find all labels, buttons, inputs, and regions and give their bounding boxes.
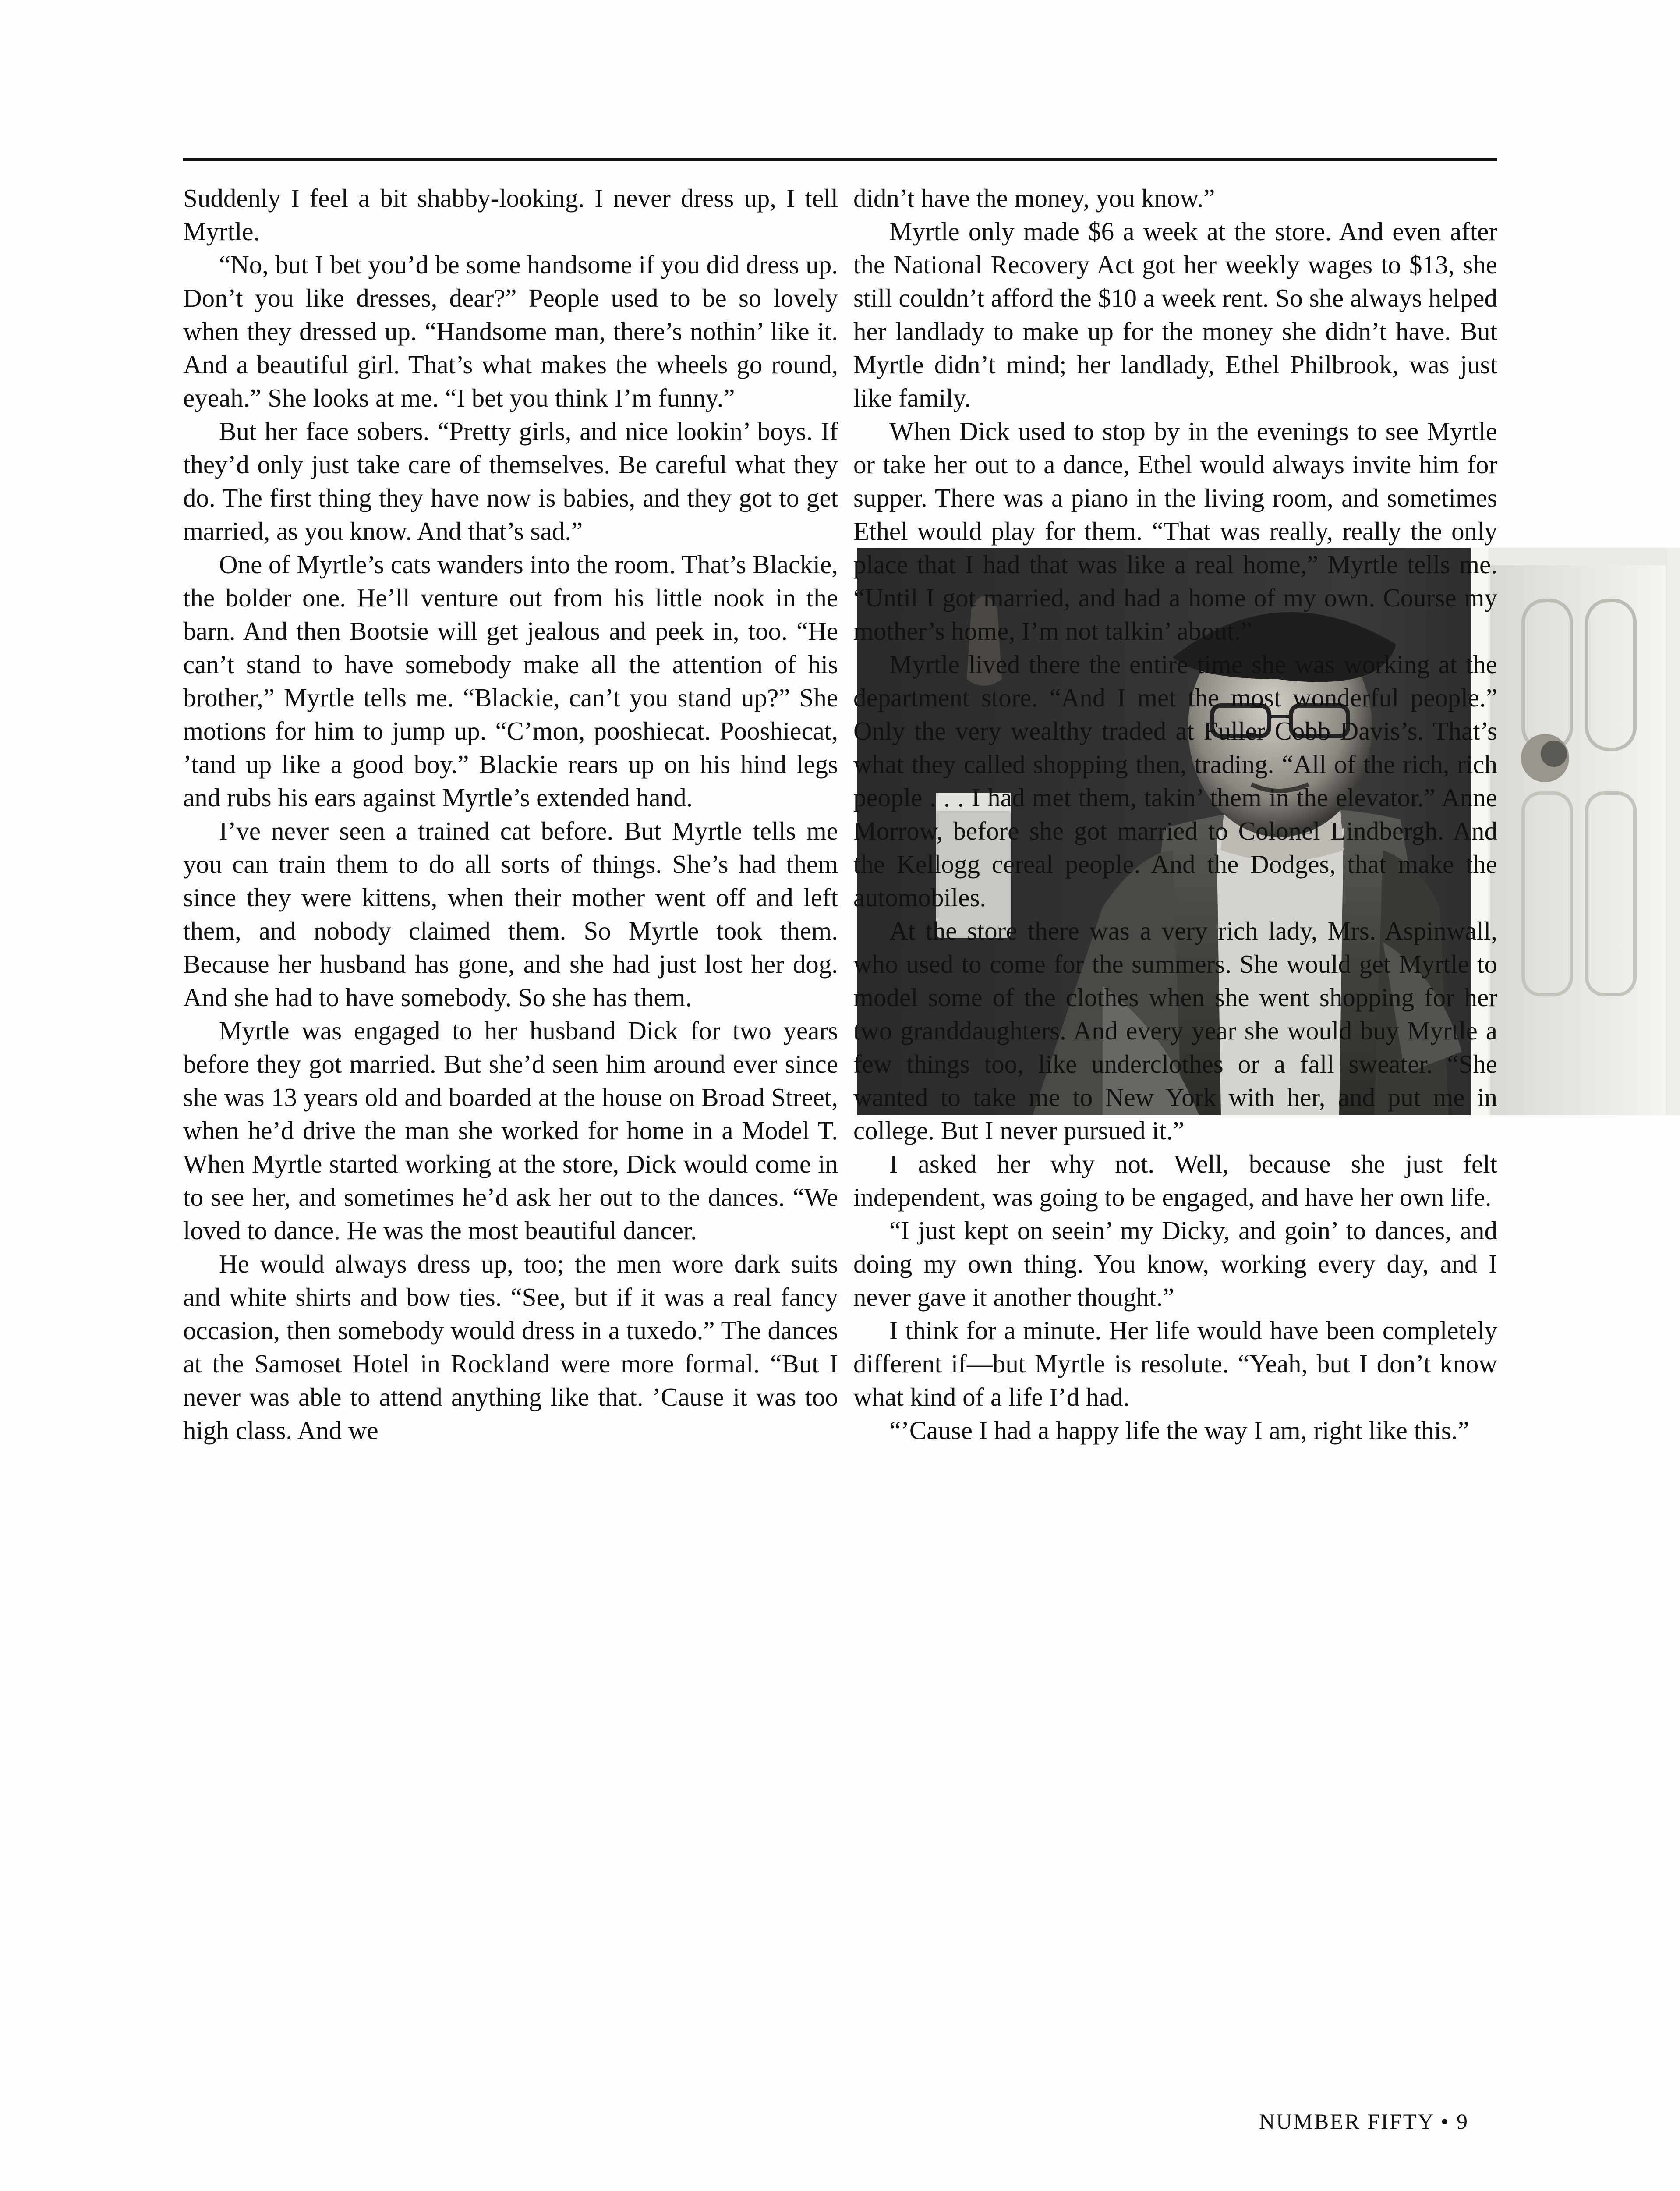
paragraph: I think for a minute. Her life would have been completely different if—but Myrtle is resolute. “Yeah, but I don’t know what kind of a life I’d had. <box>853 1316 1497 1411</box>
paragraph: “No, but I bet you’d be some handsome if you did dress up. Don’t you like dresses, dear?” People used to be so lovely when they dressed up. “Handsome man, there’s nothin’ like it. And a beautiful girl. That’s what makes the wheels go round, eyeah.” She looks at me. “I bet you think I’m funny.” <box>183 250 838 412</box>
paragraph: “I just kept on seein’ my Dicky, and goin’ to dances, and doing my own thing. You know, working every day, and I never gave it another thought.” <box>853 1216 1497 1312</box>
paragraph: Myrtle lived there the entire time she was working at the department store. “And I met the most wonderful people.” Only the very wealthy traded at Fuller Cobb Davis’s. That’s what they called shopping then, trading. “All of the rich, rich people . . . I had met them, takin’ them in the elevator.” Anne Morrow, before she got married to Colonel Lindbergh. And the Kellogg cereal people. And the Dodges, that make the automobiles. <box>853 650 1497 912</box>
header-rule <box>183 158 1497 161</box>
page-footer: NUMBER FIFTY • 9 <box>1259 2109 1469 2134</box>
paragraph: But her face sobers. “Pretty girls, and nice lookin’ boys. If they’d only just take care of themselves. Be careful what they do. The first thing they have now is babies, and they got to get married, as you know. And that’s sad.” <box>183 417 838 546</box>
paragraph: Myrtle only made $6 a week at the store. And even after the National Recovery Act got her weekly wages to $13, she still couldn’t afford the $10 a week rent. So she always helped her landlady to make up for the money she didn’t have. But Myrtle didn’t mind; her landlady, Ethel Philbrook, was just like family. <box>853 217 1497 412</box>
paragraph: I asked her why not. Well, because she just felt independent, was going to be engaged, and have her own life. <box>853 1149 1497 1212</box>
paragraph: I’ve never seen a trained cat before. But Myrtle tells me you can train them to do all sorts of things. She’s had them since they were kittens, when their mother went off and left them, and nobody claimed them. So Myrtle took them. Because her husband has gone, and she had just lost her dog. And she had to have somebody. So she has them. <box>183 816 838 1012</box>
paragraph: didn’t have the money, you know.” <box>853 184 1215 213</box>
right-column <box>853 181 1497 1447</box>
paragraph: One of Myrtle’s cats wanders into the room. That’s Blackie, the bolder one. He’ll venture out from his little nook in the barn. And then Bootsie will get jealous and peek in, too. “He can’t stand to have somebody make all the attention of his brother,” Myrtle tells me. “Blackie, can’t you stand up?” She motions for him to jump up. “C’mon, pooshiecat. Pooshiecat, ’tand up like a good boy.” Blackie rears up on his hind legs and rubs his ears against Myrtle’s extended hand. <box>183 550 838 812</box>
paragraph: When Dick used to stop by in the evenings to see Myrtle or take her out to a dance, Ethel would always invite him for supper. There was a piano in the living room, and sometimes Ethel would play for them. “That was really, really the only place that I had that was like a real home,” Myrtle tells me. “Until I got married, and had a home of my own. Course my mother’s home, I’m not talkin’ about.” <box>853 417 1497 645</box>
left-column <box>183 181 838 1447</box>
paragraph: “’Cause I had a happy life the way I am, right like this.” <box>889 1416 1469 1445</box>
paragraph: Suddenly I feel a bit shabby-looking. I never dress up, I tell Myrtle. <box>183 184 838 246</box>
paragraph: He would always dress up, too; the men wore dark suits and white shirts and bow ties. “See, but if it was a real fancy occasion, then somebody would dress in a tuxedo.” The dances at the Samoset Hotel in Rockland were more formal. “But I never was able to attend anything like that. ’Cause it was too high class. And we <box>183 1249 838 1445</box>
paragraph: Myrtle was engaged to her husband Dick for two years before they got married. But she’d seen him around ever since she was 13 years old and boarded at the house on Broad Street, when he’d drive the man she worked for home in a Model T. When Myrtle started working at the store, Dick would come in to see her, and sometimes he’d ask her out to the dances. “We loved to dance. He was the most beautiful dancer. <box>183 1016 838 1245</box>
paragraph: At the store there was a very rich lady, Mrs. Aspinwall, who used to come for the summers. She would get Myrtle to model some of the clothes when she went shopping for her two granddaughters. And every year she would buy Myrtle a few things too, like underclothes or a fall sweater. “She wanted to take me to New York with her, and put me in college. But I never pursued it.” <box>853 916 1497 1145</box>
